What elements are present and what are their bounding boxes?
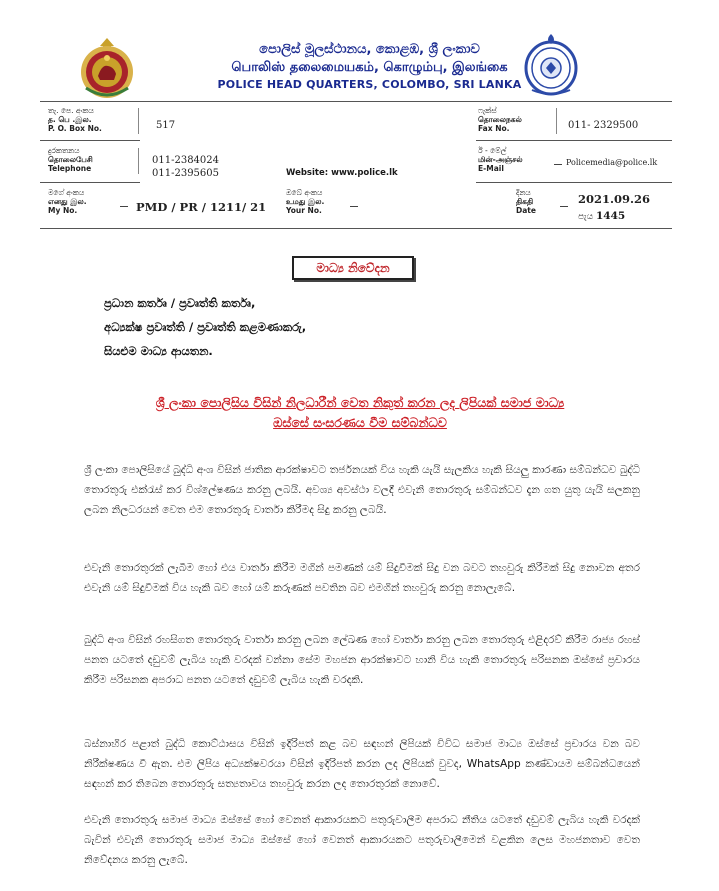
body-paragraph-4: බස්නාහිර පළාත් බුද්ධි කොට්ඨාසය විසින් ඉදිරිපත් කළ බව සඳහන් ලිපියක් විවිධ සමාජ මාධ්‍ය ඔස්සේ ප්‍රචාරය වන බව නිරීක්ෂණය වී ඇත. එම ලිපිය අධ්‍යක්ෂවරයා විසින් ඉදිරිපත් කරන ලද ලිපියක් වුවද, WhatsApp කණ්ඩායම සම්බන්ධයෙන් සඳහන් කර තිබෙන තොරතුරු සත්‍යතාවය තහවුරු කරන ලද තොරතුරක් නොවේ. (84, 738, 640, 790)
time-row (578, 210, 625, 222)
fax-label: ෆැක්ස් தொலைநகல் Fax No. (478, 106, 522, 133)
row-divider (40, 140, 140, 141)
divider (556, 108, 557, 134)
document-title: මාධ්‍ය නිවේදන (292, 256, 414, 280)
header-divider (40, 101, 672, 102)
po-box-label: තැ. පෙ. අංකය த. பெ .இல. P. O. Box No. (48, 106, 102, 133)
row-divider (476, 182, 672, 183)
divider (138, 108, 139, 134)
subject-line-2: ඔස්සේ සංසරණය වීම සම්බන්ධව (273, 415, 447, 430)
addressee-line-3: සියළුම මාධ්‍ය ආයතන. (104, 344, 213, 358)
body-paragraph-5: එවැනි තොරතුරු සමාජ මාධ්‍ය ඔස්සේ හෝ වෙනත් ආකාරයකට පතුරුවාලීම අපරාධ නීතිය යටතේ දඩුවම් ලැබිය හැකි වරදක් බැවින් එවැනි තොරතුරු සමාජ මාධ්‍ය ඔස්සේ හෝ වෙනත් ආකාරයකට පතුරුවාලීමෙන් වළකින ලෙස මහජනතාව වෙත නිවේදනය කරනු ලැබේ. (84, 814, 640, 866)
addressee-line-2: අධ්‍යක්ෂ ප්‍රවෘත්ති / ප්‍රවෘත්ති කළමණාකරු, (104, 320, 307, 334)
telephone-label: දුරකතනය தொலைபேசி Telephone (48, 146, 93, 173)
telephone-value-1: 011-2384024 (152, 155, 220, 166)
body-paragraph-3: බුද්ධි අංශ විසින් රහසිගත තොරතුරු වාර්තා කරනු ලබන ලේඛණ හෝ වාර්තා කරනු ලබන තොරතුරු එළිදරව් කිරීම රාජ්‍ය රහස් පනත යටතේ දඩුවම් ලැබිය හැකි වරදක් වන්නා සේම මහජන ආරක්ෂාවට හානි විය හැකි තොරතුරු පරිසනක ඔස්සේ ප්‍රචාරය කිරීම පරිසනක අපරාධ පනත යටතේ දඩුවම් ලැබිය හැකි වරදකි. (84, 634, 640, 686)
separator-dash (554, 164, 562, 165)
time-value: 1445 (595, 210, 626, 222)
row-divider (40, 182, 140, 183)
addressee-line-1: ප්‍රධාන කර්තෘ / ප්‍රවෘත්ති කර්තෘ, (104, 296, 256, 310)
website-link[interactable]: www.police.lk (331, 168, 398, 178)
separator-dash (120, 206, 128, 207)
header-english: POLICE HEAD QUARTERS, COLOMBO, SRI LANKA (217, 78, 522, 91)
subject-line-1: ශ්‍රී ලංකා පොලිසිය විසින් නිලධාරීන් වෙත නිකුත් කරන ලද ලිපියක් සමාජ මාධ්‍ය (155, 395, 565, 410)
separator-dash (350, 206, 358, 207)
row-divider (476, 140, 672, 141)
fax-value: 011- 2329500 (568, 120, 639, 131)
email-value[interactable]: Policemedia@police.lk (566, 158, 658, 167)
po-box-value: 517 (156, 120, 176, 131)
body-paragraph-1: ශ්‍රී ලංකා පොලිසියේ බුද්ධි අංශ විසින් ජාතික ආරක්ෂාවට තර්ජනයක් විය හැකි යැයි සැලකිය හැකි සියලු කාරණා සම්බන්ධව බුද්ධි තොරතුරු එක්රැස් කර විශ්ලේෂණය කරනු ලබයි. අවශ්‍ය අවස්ථා වලදී එවැනි තොරතුරු සම්බන්ධව දැන ගත යුතු යැයි සලකනු ලබන නිලධරයන් වෙත එම තොරතුරු වාර්තා කිරීමද සිදු කරනු ලබයි. (84, 464, 640, 516)
body-paragraph-2: එවැනි තොරතුරක් ලැබීම හෝ එය වාර්තා කිරීම මගින් පමණක් යම් සිදුවීමක් සිදු වන බවට තහවුරු කිරීමක් සිදු නොවන අතර එවැනි යම් සිදුවීමක් විය හැකි බව හෝ යම් කරුණක් පවතින බව එමගින් තහවුරු කරනු නොලැබේ. (84, 562, 640, 594)
header-tamil: பொலிஸ் தலைமையகம், கொழும்பு, இலங்கை (231, 60, 508, 75)
my-no-label: මගේ අංකය எனது இல. My No. (48, 188, 87, 215)
date-value: 2021.09.26 (578, 192, 651, 206)
email-label: ඊ - මේල් மின்-அஞ்சல் E-Mail (478, 146, 523, 173)
divider (138, 148, 139, 174)
my-no-value: PMD / PR / 1211/ 21 (136, 200, 267, 214)
time-label: පැය (578, 212, 594, 222)
website: Website: www.police.lk (286, 168, 398, 178)
telephone-value-2: 011-2395605 (152, 168, 220, 179)
date-label: දිනය திகதி Date (516, 188, 536, 215)
separator-dash (560, 206, 568, 207)
header-sinhala: පොලිස් මූලස්ථානය, කොළඹ, ශ්‍රී ලංකාව (259, 42, 480, 57)
header-bottom-divider (40, 228, 672, 229)
your-no-label: ඔබේ අංකය உமது இல. Your No. (286, 188, 325, 215)
